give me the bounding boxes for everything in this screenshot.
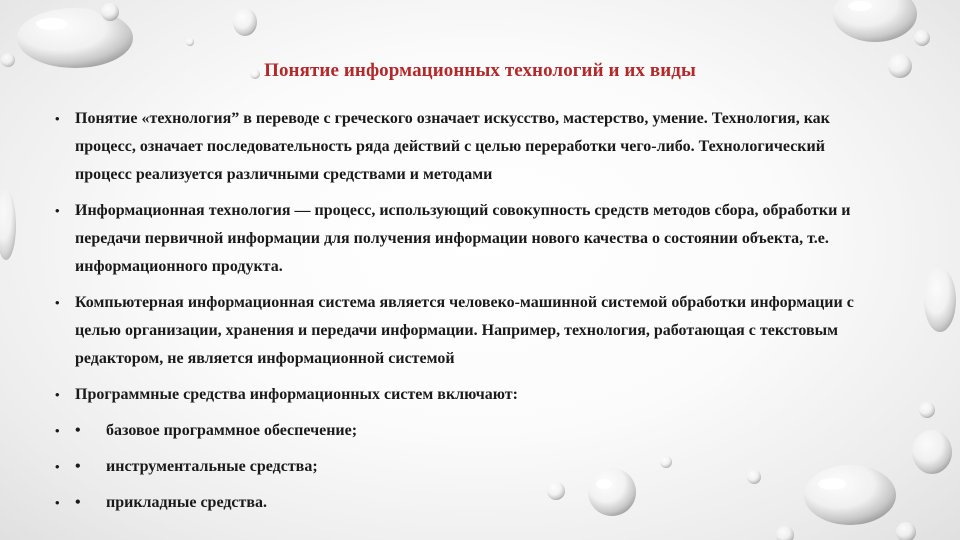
bullet-icon: • — [55, 495, 60, 510]
drop-left-edge — [0, 190, 16, 260]
inner-bullet-icon: • — [75, 458, 81, 475]
bullet-icon: • — [55, 111, 60, 126]
list-item-text: Информационная технология — процесс, использующий совокупность средств методов сбора, обработки и передачи первичной информации для получения информации нового качества о состоянии объекта, т.е. информационного продукта. — [75, 202, 851, 275]
bullet-icon: • — [55, 295, 60, 310]
bullet-list — [55, 105, 885, 525]
drop-right-edge — [912, 268, 956, 474]
sub-list-item-text: базовое программное обеспечение; — [106, 422, 358, 439]
sub-list-item — [55, 453, 885, 481]
list-item — [55, 381, 885, 409]
list-item-text: Понятие «технология” в переводе с греческого означает искусство, мастерство, умение. Технология, как процесс, означает последовательность ряда действий с целью переработки чего-либо. Технологический процесс реализуется различными средствами и методами — [75, 110, 830, 183]
bullet-icon: • — [55, 459, 60, 474]
slide-title: Понятие информационных технологий и их виды — [264, 60, 696, 81]
sub-list-item-text: инструментальные средства; — [106, 458, 318, 475]
list-item-text: Компьютерная информационная система является человеко-машинной системой обработки информации с целью организации, хранения и передачи информации. Например, технология, работающая с текстовым редактором, не является информационной системой — [75, 294, 854, 367]
list-item — [55, 289, 885, 373]
bullet-icon: • — [55, 423, 60, 438]
inner-bullet-icon: • — [75, 494, 81, 511]
list-item — [55, 197, 885, 281]
inner-bullet-icon: • — [75, 422, 81, 439]
sub-list-item — [55, 417, 885, 445]
bullet-icon: • — [55, 387, 60, 402]
list-item-text: Программные средства информационных систем включают: — [75, 386, 518, 403]
list-item — [55, 105, 885, 189]
sub-list-item-text: прикладные средства. — [106, 494, 268, 511]
bullet-icon: • — [55, 203, 60, 218]
sub-list-item — [55, 489, 885, 517]
